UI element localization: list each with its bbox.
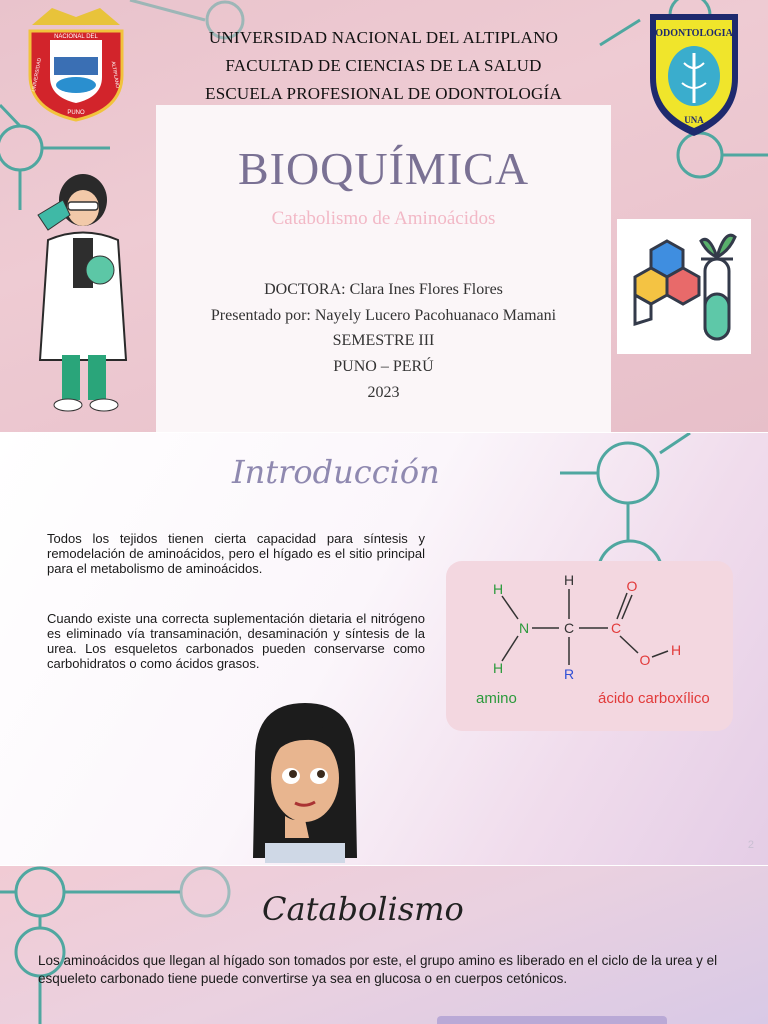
presenter-line: Presentado por: Nayely Lucero Pacohuanaco Mamani [210,307,557,324]
catabolism-paragraph: Los aminoácidos que llegan al hígado son tomados por este, el grupo amino es liberado en el ciclo de la urea y el esqueleto carbonado tiene puede convertirse ya sea en glucosa o en cuerpos cetónicos. [38,953,718,986]
intro-paragraph-1: Todos los tejidos tienen cierta capacidad para síntesis y remodelación de aminoácidos, pero el hígado es el sitio principal para el metabolismo de aminoácidos. [47,531,425,576]
avatar-illustration [245,698,365,863]
scientist-illustration [18,170,136,420]
svg-text:C: C [610,620,622,636]
presentation-subtitle: Catabolismo de Aminoácidos [271,208,496,229]
doctor-line: DOCTORA: Clara Ines Flores Flores [264,281,503,298]
svg-text:O: O [626,578,638,594]
location-line: PUNO – PERÚ [333,358,434,375]
year-line: 2023 [367,384,400,401]
svg-text:H: H [492,581,504,597]
svg-text:PUNO: PUNO [67,110,85,116]
svg-text:C: C [563,620,575,636]
content-box-top [437,1016,667,1024]
slide-catabolism [0,866,768,1024]
presentation-title: BIOQUÍMICA [237,143,530,194]
svg-text:H: H [670,642,682,658]
university-crest-logo [22,5,130,123]
slide-introduction [0,433,768,865]
svg-text:H: H [492,660,504,676]
molecule-test-tube-icon [617,219,751,354]
svg-text:O: O [639,652,651,668]
university-name: UNIVERSIDAD NACIONAL DEL ALTIPLANO [208,28,559,47]
page-number: 2 [747,839,754,851]
svg-text:UNIVERSIDAD: UNIVERSIDAD [31,57,43,93]
chemistry-icon-box [617,219,751,354]
acid-label: ácido carboxílico [598,690,710,707]
amino-label: amino [476,690,517,707]
svg-text:UNA: UNA [684,115,704,125]
amino-acid-diagram [446,561,733,731]
semester-line: SEMESTRE III [332,332,435,349]
slide-title [0,0,768,432]
section-title: Catabolismo [262,890,464,928]
svg-text:ALTIPLANO: ALTIPLANO [109,60,121,89]
odontology-seal-logo [644,8,744,140]
section-title: Introducción [232,453,440,491]
intro-paragraph-2: Cuando existe una correcta suplementación dietaria el nitrógeno es eliminado vía transaminación, desaminación y síntesis de la urea. Los esqueletos carbonados pueden conservarse como carbohidratos o como ácidos grasos. [47,611,425,671]
svg-text:N: N [518,620,530,636]
svg-text:R: R [563,666,575,682]
svg-text:H: H [563,572,575,588]
svg-text:ODONTOLOGIA: ODONTOLOGIA [655,28,733,39]
svg-text:NACIONAL DEL: NACIONAL DEL [54,34,98,40]
school-name: ESCUELA PROFESIONAL DE ODONTOLOGÍA [205,84,562,103]
faculty-name: FACULTAD DE CIENCIAS DE LA SALUD [225,56,542,75]
